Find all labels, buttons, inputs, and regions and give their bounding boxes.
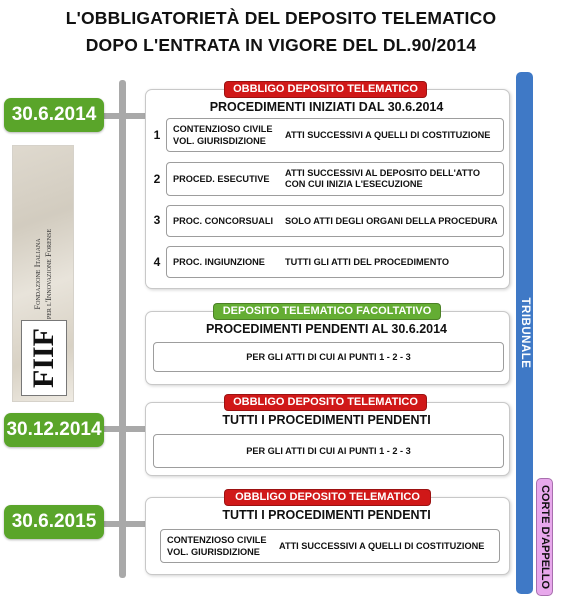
section-4-item-desc: ATTI SUCCESSIVI A QUELLI DI COSTITUZIONE [279, 540, 485, 551]
corte-appello-label: CORTE D'APPELLO [538, 484, 551, 590]
section-2-heading: PROCEDIMENTI PENDENTI AL 30.6.2014 [205, 322, 448, 336]
item-number-3: 3 [153, 213, 161, 227]
item-proced-esecutive [166, 162, 504, 196]
item-2-label: PROCED. ESECUTIVE [173, 174, 270, 184]
item-proc-ingiunzione [166, 246, 504, 278]
item-number-2: 2 [153, 172, 161, 186]
section-4-heading: TUTTI I PROCEDIMENTI PENDENTI [222, 508, 431, 522]
item-4-label: PROC. INGIUNZIONE [173, 257, 265, 267]
obbligo-badge-3: OBBLIGO DEPOSITO TELEMATICO [224, 489, 431, 506]
section-3-note: PER GLI ATTI DI CUI AI PUNTI 1 - 2 - 3 [153, 434, 504, 468]
item-3-label: PROC. CONCORSUALI [173, 216, 274, 226]
section-1-heading: PROCEDIMENTI INIZIATI DAL 30.6.2014 [209, 100, 444, 114]
diagram-title-line-1: L'OBBLIGATORIETÀ DEL DEPOSITO TELEMATICO [65, 8, 497, 28]
logo-text [32, 229, 54, 319]
diagram-title-line-2: DOPO L'ENTRATA IN VIGORE DEL DL.90/2014 [85, 35, 477, 55]
logo-mark-letters: FIIF [27, 328, 60, 388]
timeline-connector-1 [100, 113, 145, 119]
timeline-connector-2 [104, 426, 146, 432]
date-badge-30-6-2015: 30.6.2015 [4, 505, 104, 539]
date-badge-30-12-2014: 30.12.2014 [4, 413, 104, 447]
logo-text-line-2: per l'Innovazione Forense [43, 228, 53, 320]
item-3-desc: SOLO ATTI DEGLI ORGANI DELLA PROCEDURA [285, 215, 498, 226]
timeline-connector-3 [104, 521, 146, 527]
item-2-desc: ATTI SUCCESSIVI AL DEPOSITO DELL'ATTO CON CUI INIZIA L'ESECUZIONE [285, 168, 480, 189]
section-4-item-label: CONTENZIOSO CIVILE VOL. GIURISDIZIONE [167, 535, 267, 557]
item-4-desc: TUTTI GLI ATTI DEL PROCEDIMENTO [285, 256, 450, 267]
fiif-logo [12, 145, 74, 402]
obbligo-badge-1: OBBLIGO DEPOSITO TELEMATICO [224, 81, 427, 98]
date-badge-30-6-2014: 30.6.2014 [4, 98, 104, 132]
obbligo-badge-2: OBBLIGO DEPOSITO TELEMATICO [224, 394, 427, 411]
logo-text-line-1: Fondazione Italiana [32, 238, 42, 310]
section-2-note: PER GLI ATTI DI CUI AI PUNTI 1 - 2 - 3 [153, 342, 504, 372]
item-number-1: 1 [153, 128, 161, 142]
timeline-line [119, 80, 126, 578]
item-proc-concorsuali [166, 205, 504, 237]
item-contenzioso-civile-corte [160, 529, 500, 563]
item-1-desc: ATTI SUCCESSIVI A QUELLI DI COSTITUZIONE [285, 129, 491, 140]
item-contenzioso-civile [166, 118, 504, 152]
corte-appello-bar [536, 478, 553, 596]
logo-mark [21, 320, 67, 396]
section-3-heading: TUTTI I PROCEDIMENTI PENDENTI [222, 413, 431, 427]
item-1-label: CONTENZIOSO CIVILE VOL. GIURISDIZIONE [173, 124, 273, 146]
item-number-4: 4 [153, 255, 161, 269]
tribunale-bar [516, 72, 533, 594]
tribunale-label: TRIBUNALE [518, 297, 531, 369]
facoltativo-badge: DEPOSITO TELEMATICO FACOLTATIVO [213, 303, 441, 320]
